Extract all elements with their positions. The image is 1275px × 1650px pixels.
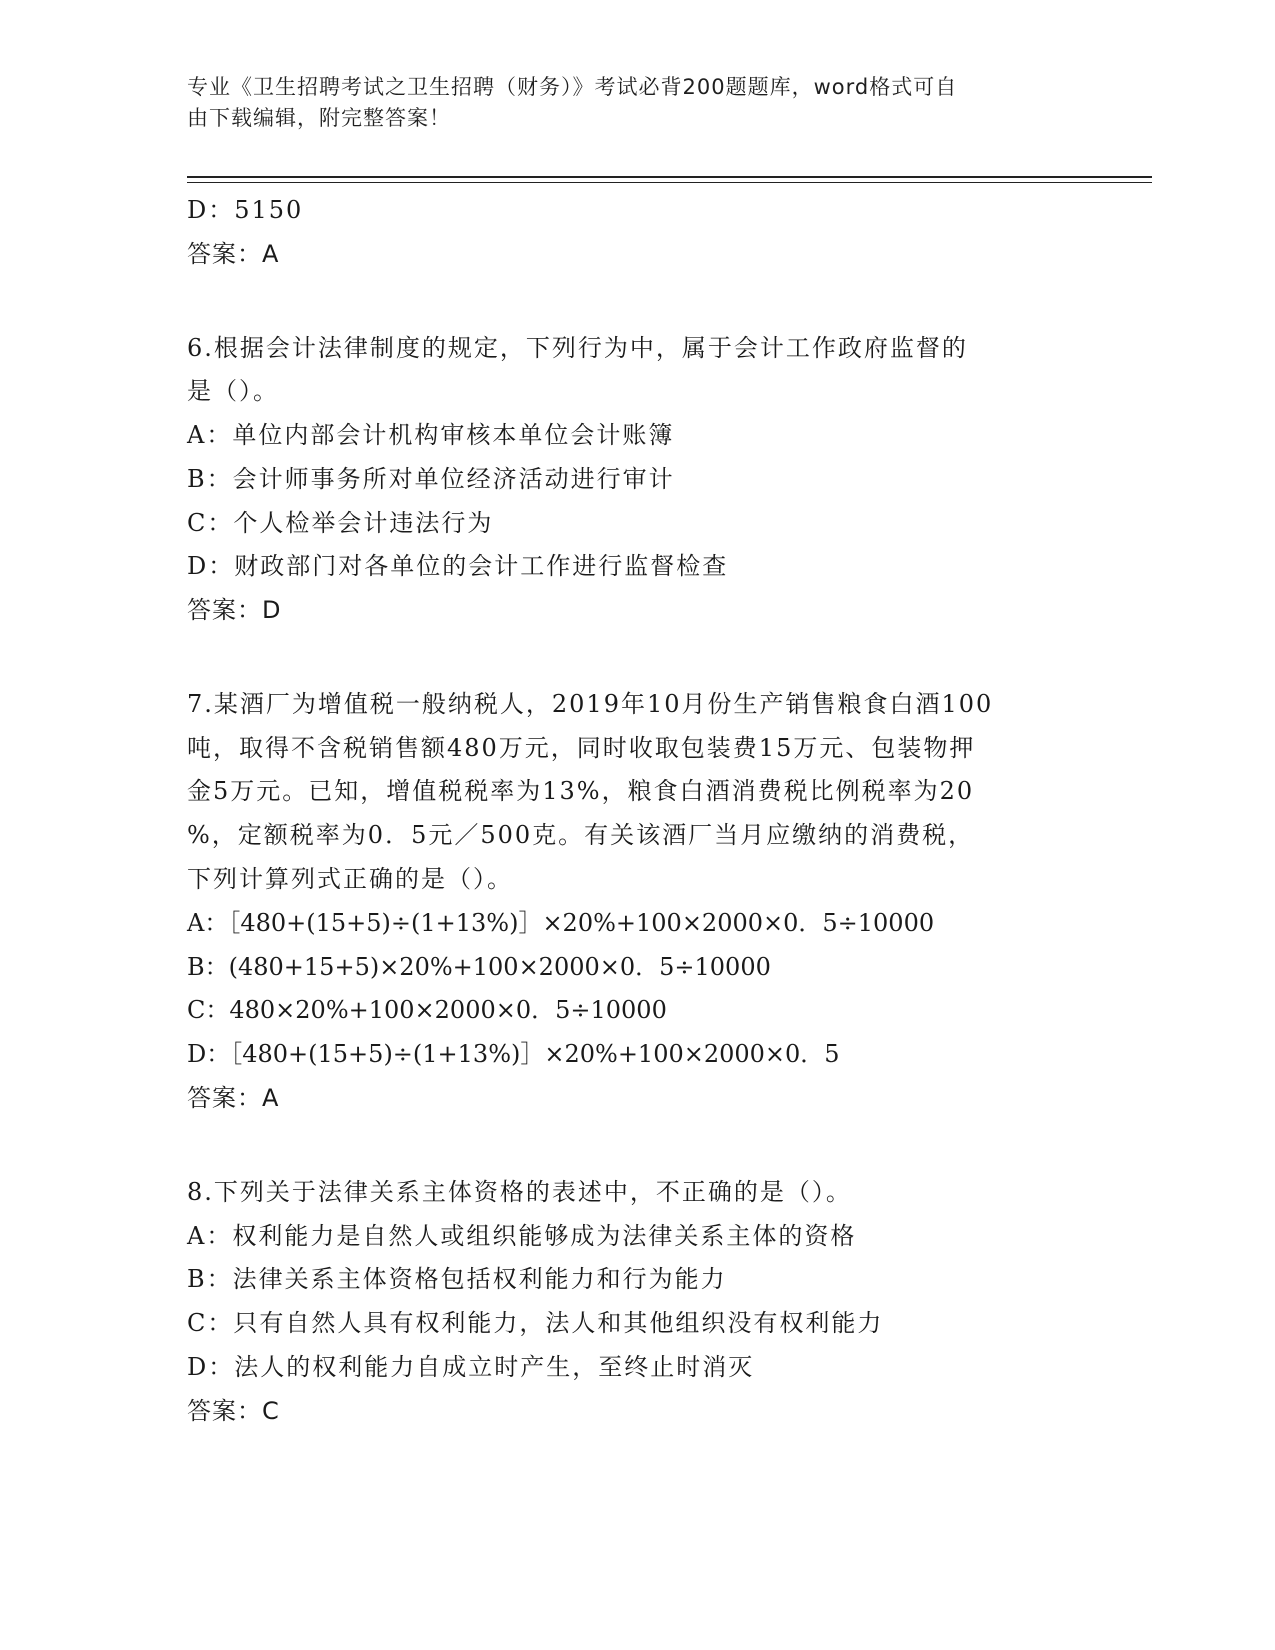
header-title-line-2: 由下载编辑，附完整答案！ (187, 106, 451, 130)
q7-option-c: C：480×20%+100×2000×0．5÷10000 (187, 996, 667, 1024)
q6-option-d: D：财政部门对各单位的会计工作进行监督检查 (187, 552, 729, 580)
q8-option-a: A：权利能力是自然人或组织能够成为法律关系主体的资格 (187, 1222, 857, 1250)
q5-answer: 答案：A (187, 240, 280, 268)
q6-stem-line-2: 是（）。 (187, 377, 279, 405)
q6-option-b: B：会计师事务所对单位经济活动进行审计 (187, 465, 675, 493)
q7-option-a: A：［480+(15+5)÷(1+13%)］×20%+100×2000×0．5÷10000 (187, 909, 935, 937)
q8-option-b: B：法律关系主体资格包括权利能力和行为能力 (187, 1265, 727, 1293)
q8-option-d: D：法人的权利能力自成立时产生，至终止时消灭 (187, 1353, 755, 1381)
q7-stem-line-4: %，定额税率为0．5元／500克。有关该酒厂当月应缴纳的消费税， (187, 821, 975, 849)
q6-option-c: C：个人检举会计违法行为 (187, 509, 494, 537)
q6-answer: 答案：D (187, 596, 282, 624)
page-header (187, 72, 1067, 134)
q7-answer: 答案：A (187, 1084, 280, 1112)
q6-stem-line-1: 6.根据会计法律制度的规定，下列行为中，属于会计工作政府监督的 (187, 334, 968, 362)
header-divider-thick (187, 176, 1152, 178)
q7-stem-line-1: 7.某酒厂为增值税一般纳税人，2019年10月份生产销售粮食白酒100 (187, 690, 994, 718)
q6-option-a: A：单位内部会计机构审核本单位会计账簿 (187, 421, 675, 449)
q8-stem-line-1: 8.下列关于法律关系主体资格的表述中，不正确的是（）。 (187, 1178, 852, 1206)
q7-option-b: B：(480+15+5)×20%+100×2000×0．5÷10000 (187, 953, 771, 981)
q8-option-c: C：只有自然人具有权利能力，法人和其他组织没有权利能力 (187, 1309, 884, 1337)
q7-stem-line-2: 吨，取得不含税销售额480万元，同时收取包装费15万元、包装物押 (187, 734, 976, 762)
header-divider-thin (187, 182, 1152, 183)
header-title-line-1: 专业《卫生招聘考试之卫生招聘（财务）》考试必背200题题库，word格式可自 (187, 75, 958, 99)
q8-answer: 答案：C (187, 1397, 280, 1425)
q7-stem-line-5: 下列计算列式正确的是（）。 (187, 865, 513, 893)
q5-option-d: D：5150 (187, 196, 304, 224)
q7-option-d: D：［480+(15+5)÷(1+13%)］×20%+100×2000×0．5 (187, 1040, 840, 1068)
q7-stem-line-3: 金5万元。已知，增值税税率为13%，粮食白酒消费税比例税率为20 (187, 777, 975, 805)
